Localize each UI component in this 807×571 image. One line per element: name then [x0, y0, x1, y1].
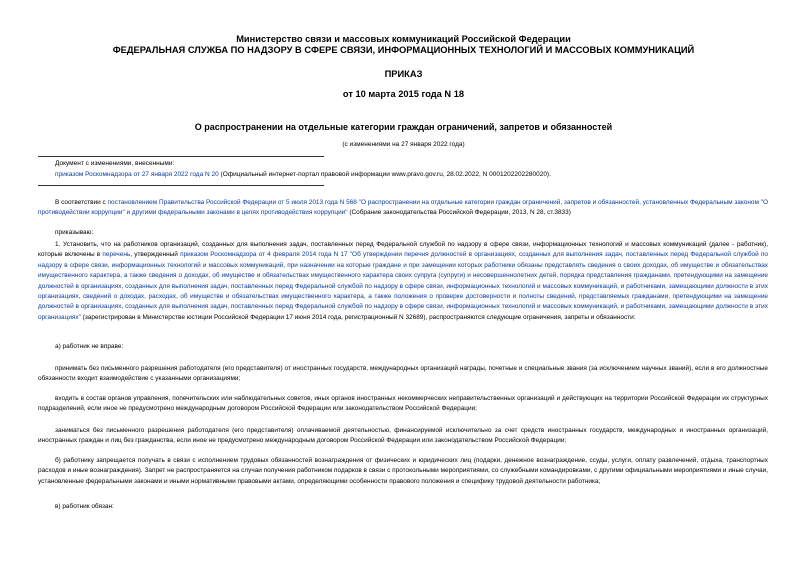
changes-box-entry	[55, 171, 551, 178]
edition-note: (с изменениями на 27 января 2022 года)	[342, 141, 465, 148]
subitem-a-clause-2: входить в состав органов управления, попечительских или наблюдательных советов, иных органов иностранных некоммерческих неправительственных организаций и действующих на территории Российской Федерации их структурных подразделений, если иное не предусмотрено международным договором Российской Федерации или законодательством Российской Федерации;	[38, 395, 768, 413]
order-word: приказываю:	[55, 229, 94, 236]
changes-box-label: Документ с изменениями, внесенными:	[55, 160, 175, 167]
ministry-heading: Министерство связи и массовых коммуникаций Российской Федерации	[236, 34, 571, 44]
changes-box-top-rule	[38, 156, 324, 157]
preamble-paragraph: В соответствии с постановлением Правительства Российской Федерации от 5 июля 2013 года N 568 "О распространении на отдельные категории граждан ограничений, запретов и обязанностей, установленных Федеральным законом "О противодействии коррупции" и другими федеральными законами в целях противодействия коррупции" (Собрание законодательства Российской Федерации, 2013, N 28, ст.3833)	[38, 199, 768, 217]
date-number-heading: от 10 марта 2015 года N 18	[342, 89, 465, 99]
amendment-link[interactable]: приказом Роскомнадзора от 27 января 2022 года N 20	[55, 171, 219, 178]
government-decree-link[interactable]: постановлением Правительства Российской Федерации от 5 июля 2013 года N 568 "О распространении на отдельные категории граждан ограничений, запретов и обязанностей, установленных Федеральным законом "О противодействии коррупции" и другими федеральными законами в целях противодействия коррупции"	[38, 199, 768, 217]
amendment-source: (Официальный интернет-портал правовой информации www.pravo.gov.ru, 28.02.2022, N 0001202202280020).	[218, 171, 551, 178]
roskomnadzor-order-link[interactable]: приказом Роскомнадзора от 4 февраля 2014 года N 17 "Об утверждении перечня должностей в организациях, созданных для выполнения задач, поставленных перед Федеральной службой по надзору в сфере связи, информационных технологий и массовых коммуникаций, при назначении на которые граждане и при замещении которых работники обязаны представлять сведения о своих доходах, об имуществе и обязательствах имущественного характера, а также сведения о доходах, об имуществе и обязательствах имущественного характера своих супруга (супруги) и несовершеннолетних детей, порядка представления гражданами, претендующими на замещение должностей в организациях, созданных для выполнения задач, поставленных перед Федеральной службой по надзору в сфере связи, информационных технологий и массовых коммуникаций, и работниками, замещающими должности в этих организациях, сведений о доходах, расходах, об имуществе и обязательствах имущественного характера, а также положения о проверке достоверности и полноты сведений, представляемых гражданами, претендующими на замещение должностей в организациях, созданных для выполнения задач, поставленных перед Федеральной службой по надзору в сфере связи, информационных технологий и массовых коммуникаций, и работниками, замещающими должности в этих организациях"	[38, 251, 768, 321]
subitem-a-heading: а) работник не вправе:	[55, 343, 124, 350]
document-title: О распространении на отдельные категории граждан ограничений, запретов и обязанностей	[194, 122, 613, 132]
subitem-c-heading: в) работник обязан:	[55, 503, 114, 510]
doc-type-heading: ПРИКАЗ	[384, 69, 423, 79]
item-1-paragraph: 1. Установить, что на работников организаций, созданных для выполнения задач, поставленных перед Федеральной службой по надзору в сфере связи, информационных технологий и массовых коммуникаций (далее - работник), которые включены в перечень, утвержденный приказом Роскомнадзора от 4 февраля 2014 года N 17 "Об утверждении перечня должностей в организациях, созданных для выполнения задач, поставленных перед Федеральной службой по надзору в сфере связи, информационных технологий и массовых коммуникаций, при назначении на которые граждане и при замещении которых работники обязаны представлять сведения о своих доходах, об имуществе и обязательствах имущественного характера, а также сведения о доходах, об имуществе и обязательствах имущественного характера своих супруга (супруги) и несовершеннолетних детей, порядка представления гражданами, претендующими на замещение должностей в организациях, созданных для выполнения задач, поставленных перед Федеральной службой по надзору в сфере связи, информационных технологий и массовых коммуникаций, и работниками, замещающими должности в этих организациях, сведений о доходах, расходах, об имуществе и обязательствах имущественного характера, а также положения о проверке достоверности и полноты сведений, представляемых гражданами, претендующими на замещение должностей в организациях, созданных для выполнения задач, поставленных перед Федеральной службой по надзору в сфере связи, информационных технологий и массовых коммуникаций, и работниками, замещающими должности в этих организациях" (зарегистрирован в Министерстве юстиции Российской Федерации 17 июня 2014 года, регистрационный N 32689), распространяются следующие ограничения, запреты и обязанности:	[38, 241, 768, 321]
changes-box-bottom-rule	[38, 185, 324, 186]
subitem-a-clause-1: принимать без письменного разрешения работодателя (его представителя) от иностранных государств, международных организаций награды, почетные и специальные звания (за исключением научных званий), если в его должностные обязанности входит взаимодействие с указанными организациями;	[38, 365, 768, 383]
subitem-a-clause-3: заниматься без письменного разрешения работодателя (его представителя) оплачиваемой деятельностью, финансируемой исключительно за счет средств иностранных государств, международных и иностранных организаций, иностранных граждан и лиц без гражданства, если иное не предусмотрено международным договором Российской Федерации или законодательством Российской Федерации;	[38, 427, 768, 445]
service-heading: ФЕДЕРАЛЬНАЯ СЛУЖБА ПО НАДЗОРУ В СФЕРЕ СВЯЗИ, ИНФОРМАЦИОННЫХ ТЕХНОЛОГИЙ И МАССОВЫХ КОММУНИКАЦИЙ	[112, 45, 695, 55]
subitem-b-paragraph: б) работнику запрещается получать в связи с исполнением трудовых обязанностей вознаграждения от физических и юридических лиц (подарки, денежное вознаграждение, ссуды, услуги, оплату развлечений, отдыха, транспортных расходов и иные вознаграждения). Запрет не распространяется на случаи получения работником подарков в связи с протокольными мероприятиями, со служебными командировками, с другими официальными мероприятиями и иные случаи, установленные федеральными законами и иными нормативными правовыми актами, определяющими особенности правового положения и специфику трудовой деятельности работника;	[38, 457, 768, 485]
list-link[interactable]: перечень	[102, 251, 131, 259]
